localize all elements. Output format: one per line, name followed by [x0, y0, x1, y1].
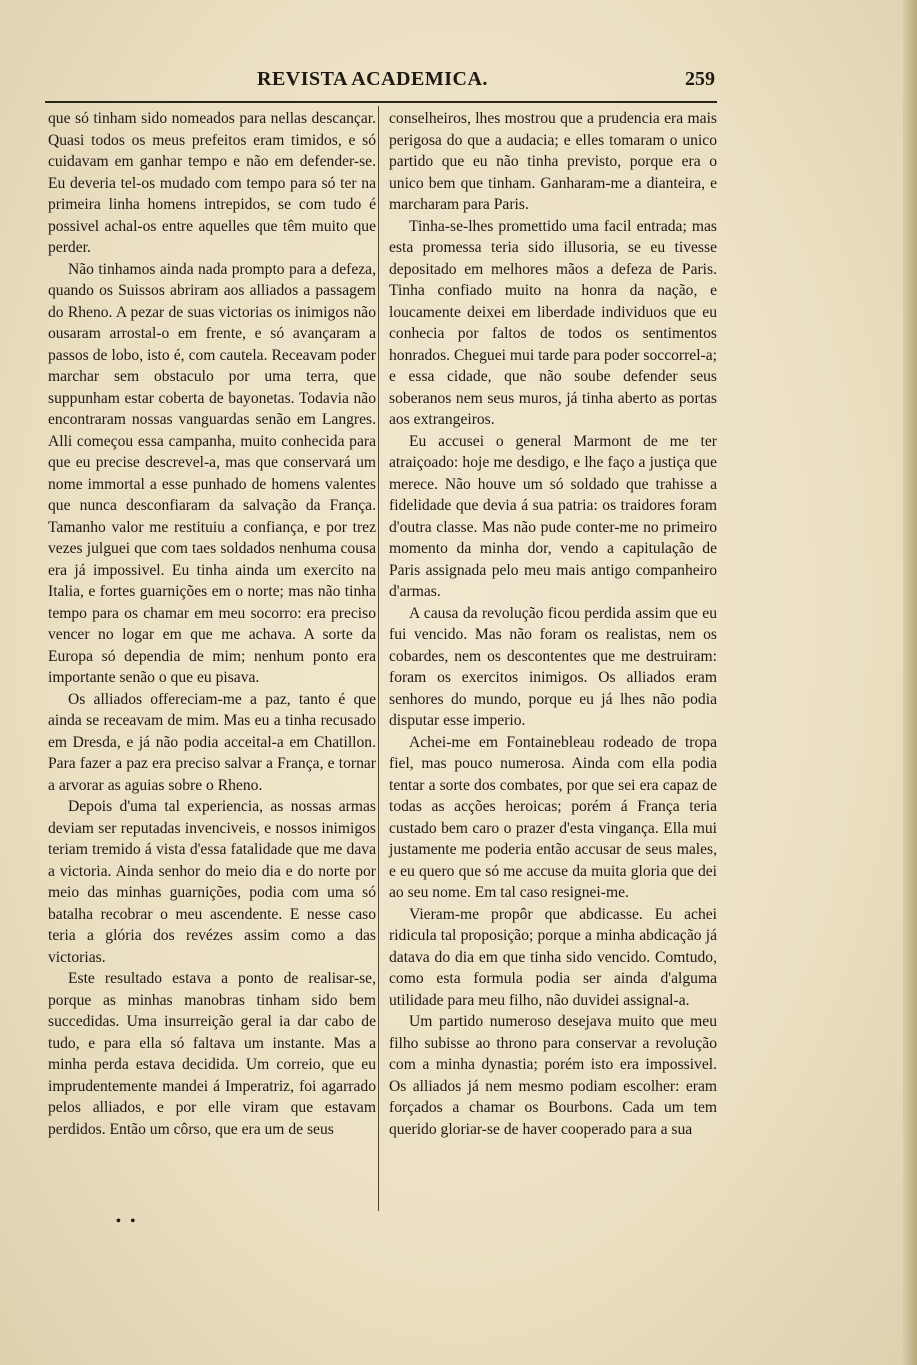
paragraph: que só tinham sido nomeados para nellas descançar. Quasi todos os meus prefeitos eram timidos, e só cuidavam em ganhar tempo e não em defender-se. Eu deveria tel-os mudado com tempo para só ter na primeira linha homens intrepidos, se com tudo é possivel achal-os entre aquelles que têm muito que perder.: [48, 110, 376, 256]
header-rule: [45, 101, 717, 103]
paragraph: Este resultado estava a ponto de realisar-se, porque as minhas manobras tinham sido bem succedidas. Uma insurreição geral ia dar cabo de tudo, e para ella só faltava um instante. Mas a minha perda estava decidida. Um correio, que eu imprudentemente mandei á Imperatriz, foi agarrado pelos alliados, e por elle viram que estavam perdidos. Então um côrso, que era um de seus: [48, 970, 376, 1138]
paragraph: Achei-me em Fontainebleau rodeado de tropa fiel, mas pouco numerosa. Ainda com ella podia tentar a sorte dos combates, por que sei era capaz de todas as acções heroicas; porém á França teria custado bem caro o prazer d'esta vingança. Ella mui justamente me poderia então accusar de seus males, e eu quero que só me accuse da muita gloria que dei ao seu nome. Em tal caso resignei-me.: [389, 733, 717, 901]
running-title: REVISTA ACADEMICA.: [257, 68, 488, 90]
left-column: [48, 108, 376, 1140]
paragraph: Vieram-me propôr que abdicasse. Eu achei ridicula tal proposição; porque a minha abdicação já datava do dia em que tinha sido vencido. Comtudo, como esta formula podia ser ainda d'alguma utilidade para meu filho, não duvidei assignal-a.: [389, 905, 717, 1009]
paragraph: Não tinhamos ainda nada prompto para a defeza, quando os Suissos abriram aos alliados a passagem do Rheno. A pezar de suas victorias os inimigos não ousaram arrostal-o em frente, e só avançaram a passos de lobo, isto é, com cautela. Receavam poder marchar sem obstaculo por uma terra, que suppunham estar coberta de bayonetas. Todavia não encontraram nossas vanguardas senão em Langres. Alli começou essa campanha, muito conhecida para que eu precise descrevel-a, mas que conservará um nome immortal a esse punhado de homens valentes que nunca desconfiaram da salvação da França. Tamanho valor me restituiu a confiança, e por trez vezes julguei que com taes soldados nenhuma cousa era já impossivel. Eu tinha ainda um exercito na Italia, e fortes guarnições em o norte; mas não tinha tempo para os chamar em meu socorro: era preciso vencer no logar em que me achava. A sorte da Europa só dependia de mim; nenhum ponto era importante senão o que eu pisava.: [48, 260, 376, 686]
paragraph: Depois d'uma tal experiencia, as nossas armas deviam ser reputadas invenciveis, e nossos inimigos teriam tremido á vista d'essa fatalidade que me dava a victoria. Ainda senhor do meio dia e do norte por meio das minhas guarnições, podia com uma só batalha recobrar o meu ascendente. E nesse caso teria a glória dos revézes assim como a das victorias.: [48, 798, 376, 966]
paragraph: A causa da revolução ficou perdida assim que eu fui vencido. Mas não foram os realistas, nem os cobardes, nem os descontentes que me destruiram: foram os exercitos inimigos. Os alliados eram senhores do mundo, porque eu já lhes não podia disputar esse imperio.: [389, 604, 717, 729]
paragraph: Eu accusei o general Marmont de me ter atraiçoado: hoje me desdigo, e lhe faço a justiça que merece. Não houve um só soldado que trahisse a fidelidade que devia á sua patria: os traidores foram d'outra classe. Mas não pude conter-me no primeiro momento da minha dor, vendo a capitulação de Paris assignada pelo meu mais antigo companheiro d'armas.: [389, 432, 717, 600]
paragraph: Os alliados offereciam-me a paz, tanto é que ainda se receavam de mim. Mas eu a tinha recusado em Dresda, e já não podia acceital-a em Chatillon. Para fazer a paz era preciso salvar a França, e tornar a arvorar as aguias sobre o Rheno.: [48, 690, 376, 794]
paragraph: Um partido numeroso desejava muito que meu filho subisse ao throno para conservar a revolução com a minha dynastia; porém isto era impossivel. Os alliados já nem mesmo podiam escolher: eram forçados a chamar os Bourbons. Cada um tem querido gloriar-se de haver cooperado para a sua: [389, 1013, 717, 1138]
page-number: 259: [685, 68, 715, 90]
page-edge-shadow: [903, 0, 917, 1365]
signature-mark: • •: [116, 1214, 139, 1229]
paragraph: conselheiros, lhes mostrou que a prudencia era mais perigosa do que a audacia; e elles tomaram o unico partido que eu não tinha previsto, porque era o unico bem que tinham. Ganharam-me a dianteira, e marcharam para Paris.: [389, 110, 717, 213]
page-header: [45, 68, 715, 98]
right-column: [389, 108, 717, 1140]
column-divider: [378, 106, 379, 1211]
paragraph: Tinha-se-lhes promettido uma facil entrada; mas esta promessa teria sido illusoria, se eu tivesse depositado em melhores mãos a defeza de Paris. Tinha confiado muito na honra da nação, e loucamente deixei em liberdade individuos que eu conhecia por faltos de todos os sentimentos honrados. Cheguei mui tarde para poder soccorrel-a; e essa cidade, que não soube defender seus soberanos nem seus muros, já tinha aberto as portas aos extrangeiros.: [389, 217, 717, 428]
